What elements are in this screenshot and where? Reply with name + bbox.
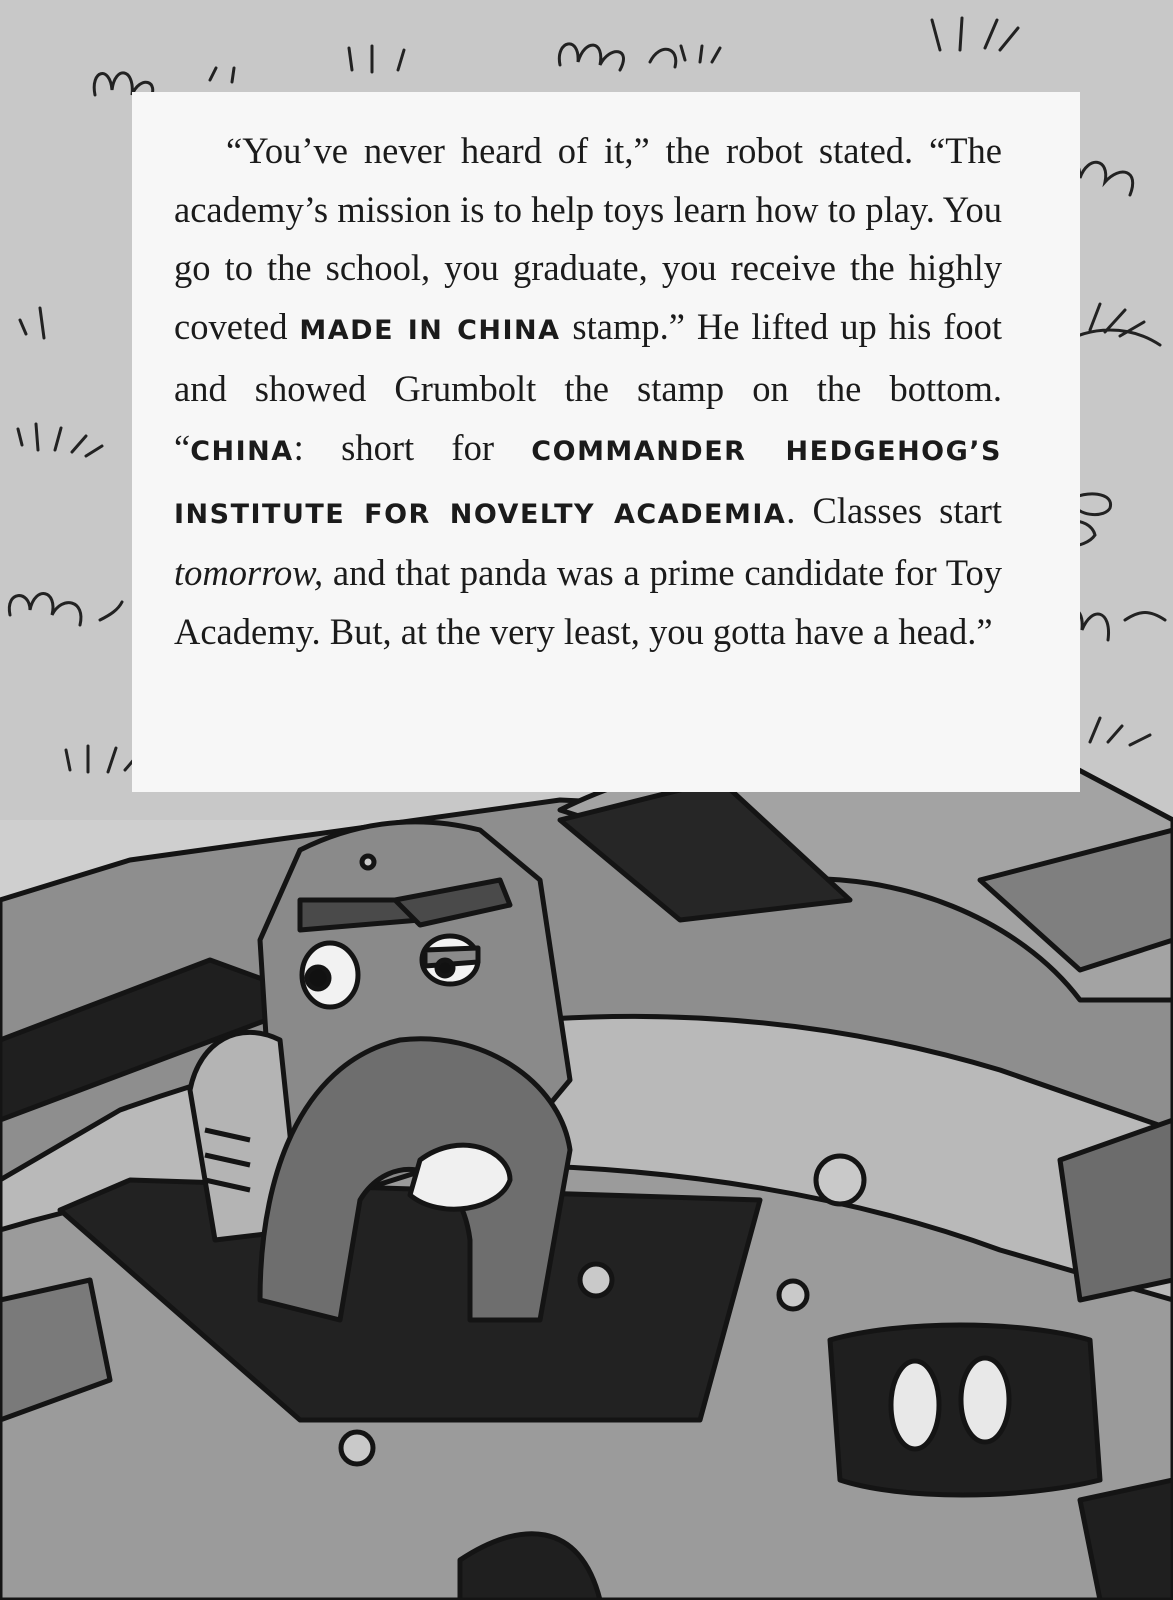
china-acronym: CHINA bbox=[190, 435, 294, 467]
emphasized-word: tomorrow, bbox=[174, 552, 324, 594]
acronym-expansion: COMMANDER HEDGEHOG’S INSTITUTE FOR NOVELTY ACADEMIA bbox=[174, 435, 1002, 530]
story-text: “You’ve never heard of it,” the robot stated. “The academy’s mission is to help toys learn how to play. You go to the school, you graduate, you receive the highly coveted bbox=[174, 130, 1002, 347]
made-in-china-stamp-name: MADE IN CHINA bbox=[299, 314, 561, 346]
vehicle-hull bbox=[0, 744, 1173, 1600]
story-paragraph bbox=[174, 122, 1002, 661]
story-text: and that panda was a prime candidate for Toy Academy. But, at the very least, you gotta have a head.” bbox=[174, 552, 1002, 652]
story-text: : short for bbox=[293, 426, 532, 468]
story-text: . Classes start bbox=[786, 489, 1002, 531]
story-text: stamp.” He lifted up his foot and showed Grumbolt the stamp on the bottom. “ bbox=[174, 305, 1002, 468]
